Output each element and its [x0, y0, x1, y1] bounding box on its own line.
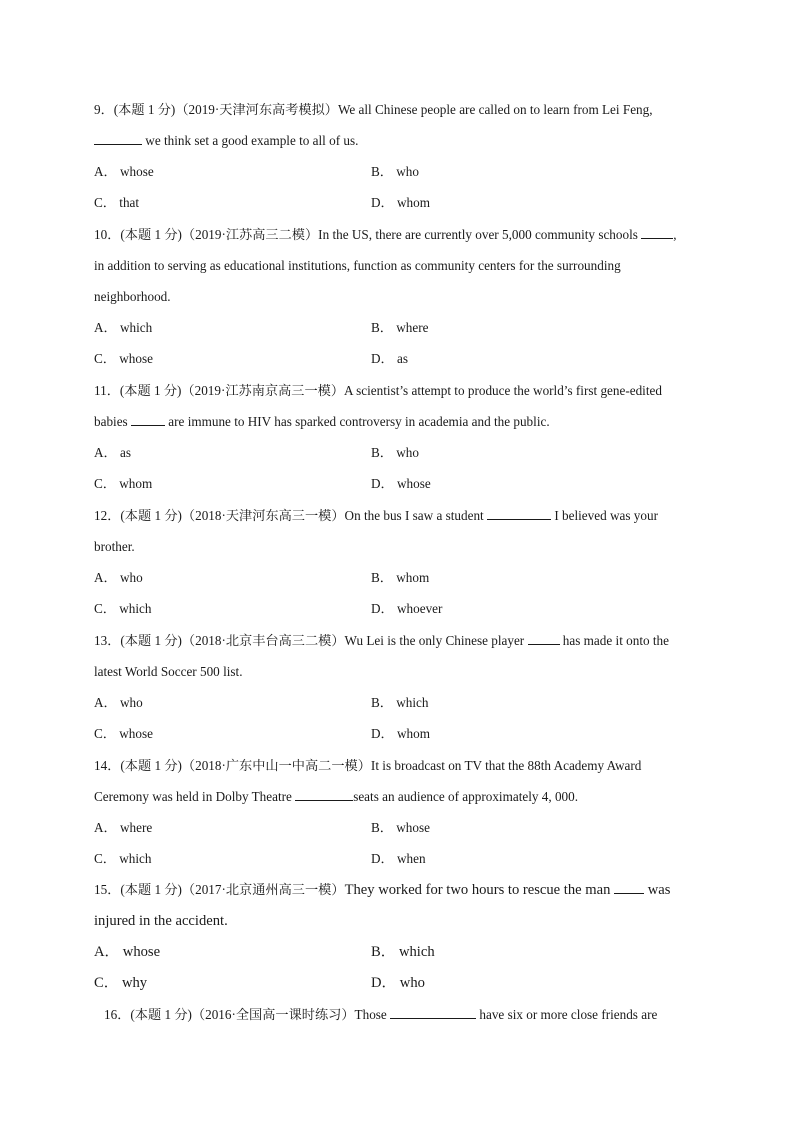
q16-stem-line1 [104, 1006, 657, 1024]
q11-stem-line2 [94, 413, 550, 431]
q15-stem-line2: injured in the accident. [94, 913, 228, 929]
q9-stem-line1: 9．(本题 1 分)（2019·天津河东高考模拟）We all Chinese people are called on to learn from Lei Feng, [94, 102, 653, 117]
q14-stem-line2-start: Ceremony was held in Dolby Theatre [94, 789, 296, 804]
q14-option-a: A． where [94, 820, 153, 835]
answer-blank [528, 632, 560, 645]
q15-stem-line1-text: They worked for two hours to rescue the man [344, 882, 615, 898]
q12-stem-line1-text: 12．(本题 1 分)（2018·天津河东高三一模）On the bus I saw a student [94, 508, 488, 523]
q12-option-c: C． which [94, 601, 152, 616]
answer-blank [295, 788, 353, 801]
answer-blank [390, 1006, 476, 1019]
q13-stem-line1-text: 13．(本题 1 分)（2018·北京丰台高三二模）Wu Lei is the only Chinese player [94, 633, 528, 648]
q15-stem-prefix: 15．(本题 1 分)（2017·北京通州高三一模） [94, 882, 345, 897]
answer-blank [614, 881, 644, 894]
q10-stem-line3: neighborhood. [94, 289, 171, 304]
q11-option-a: A． as [94, 445, 131, 460]
q16-stem-line1-end: have six or more close friends are [476, 1007, 658, 1022]
q11-stem-line2-start: babies [94, 414, 131, 429]
q12-stem-line1-end: I believed was your [551, 508, 658, 523]
q12-option-b: B． whom [371, 570, 430, 585]
q14-stem-line2-text: seats an audience of approximately 4, 000. [353, 789, 579, 804]
q14-option-d: D． when [371, 851, 426, 866]
q12-stem-line2: brother. [94, 539, 135, 554]
q14-option-c: C． which [94, 851, 152, 866]
q10-option-d: D． as [371, 351, 408, 366]
q13-option-d: D． whom [371, 726, 430, 741]
q10-option-b: B． where [371, 320, 429, 335]
q15-option-d: D． who [371, 975, 425, 991]
q15-option-a: A． whose [94, 944, 161, 960]
q9-option-d: D． whom [371, 195, 430, 210]
q10-stem-line2: in addition to serving as educational institutions, function as community centers for the surrounding [94, 258, 621, 273]
q12-stem-line1 [94, 507, 658, 525]
q10-stem-line1-end: , [673, 227, 677, 242]
q15-option-b: B． which [371, 944, 435, 960]
q11-option-b: B． who [371, 445, 419, 460]
q9-option-c: C． that [94, 195, 140, 210]
q11-option-c: C． whom [94, 476, 153, 491]
q13-option-c: C． whose [94, 726, 153, 741]
q10-stem-line1 [94, 226, 676, 244]
q10-option-c: C． whose [94, 351, 153, 366]
q12-option-a: A． who [94, 570, 143, 585]
answer-blank [487, 507, 551, 520]
q16-stem-line1-text: 16．(本题 1 分)（2016·全国高一课时练习）Those [104, 1007, 391, 1022]
q9-stem-line2 [94, 132, 358, 150]
q9-option-b: B． who [371, 164, 419, 179]
answer-blank [131, 413, 165, 426]
q10-stem-line1-text: 10．(本题 1 分)（2019·江苏高三二模）In the US, there are currently over 5,000 community schools [94, 227, 642, 242]
q15-stem-line1 [94, 881, 670, 899]
q11-stem-line1: 11．(本题 1 分)（2019·江苏南京高三一模）A scientist’s attempt to produce the world’s first gene-edited [94, 383, 662, 398]
q14-option-b: B． whose [371, 820, 430, 835]
q15-option-c: C． why [94, 975, 148, 991]
q10-option-a: A． which [94, 320, 153, 335]
q15-stem-line1-end: was [644, 882, 671, 898]
q11-option-d: D． whose [371, 476, 431, 491]
q9-stem-line2-text: we think set a good example to all of us. [142, 133, 359, 148]
answer-blank [94, 132, 142, 145]
q13-stem-line1 [94, 632, 669, 650]
q13-stem-line2: latest World Soccer 500 list. [94, 664, 243, 679]
q11-stem-line2-text: are immune to HIV has sparked controversy in academia and the public. [165, 414, 550, 429]
q14-stem-line1: 14．(本题 1 分)（2018·广东中山一中高二一模）It is broadcast on TV that the 88th Academy Award [94, 758, 642, 773]
q9-option-a: A． whose [94, 164, 154, 179]
q13-stem-line1-end: has made it onto the [559, 633, 670, 648]
answer-blank [641, 226, 673, 239]
q12-option-d: D． whoever [371, 601, 443, 616]
q14-stem-line2 [94, 788, 578, 806]
q13-option-b: B． which [371, 695, 429, 710]
q13-option-a: A． who [94, 695, 143, 710]
